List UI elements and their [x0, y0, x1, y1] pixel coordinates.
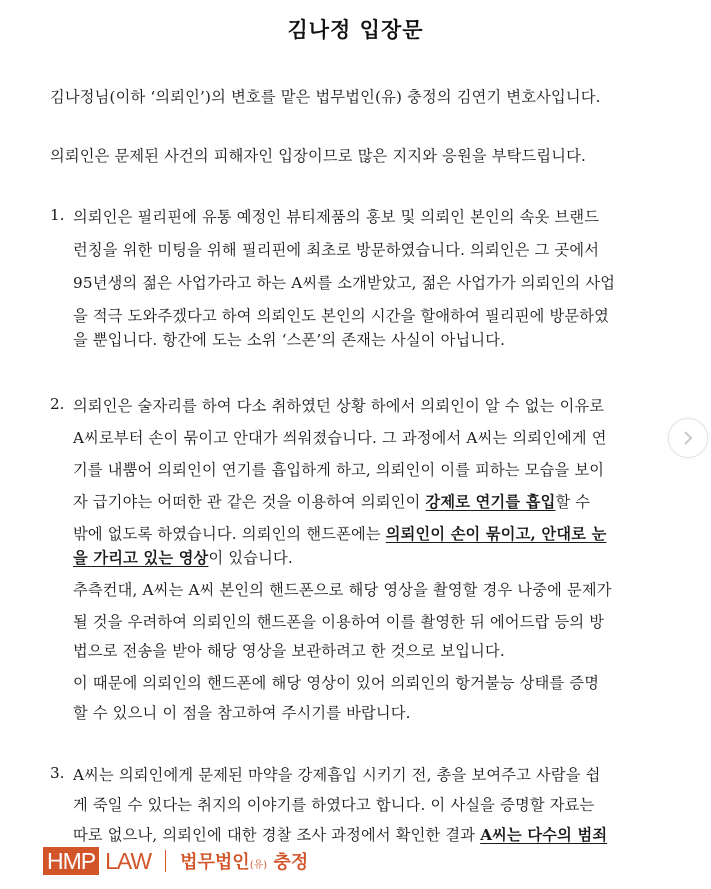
text: 할 수: [555, 493, 591, 511]
firm-logo: [43, 847, 308, 875]
text: 밖에 없도록 하였습니다. 의뢰인의 핸드폰에는: [73, 525, 386, 543]
section-2-line: 추측컨대, A씨는 A씨 본인의 핸드폰으로 해당 영상을 촬영할 경우 나중에 문제가: [73, 581, 612, 599]
section-3-line: 게 죽일 수 있다는 취지의 이야기를 하였다고 합니다. 이 사실을 증명할 자료는: [73, 796, 595, 814]
section-2-line: 기를 내뿜어 의뢰인이 연기를 흡입하게 하고, 의뢰인이 이를 피하는 모습을 보이: [73, 461, 605, 479]
text: 이 있습니다.: [208, 549, 293, 567]
logo-kr-main: 법무법인: [180, 852, 250, 873]
section-number: 3.: [50, 764, 65, 782]
section-2-line: 할 수 있으니 이 점을 참고하여 주시기를 바랍니다.: [73, 704, 411, 722]
section-2-line: 법으로 전송을 받아 해당 영상을 보관하려고 한 것으로 보입니다.: [73, 642, 505, 660]
logo-law: LAW: [105, 847, 152, 874]
section-1-line: 을 뿐입니다. 항간에 도는 소위 ‘스폰’의 존재는 사실이 아닙니다.: [73, 331, 506, 349]
next-slide-button[interactable]: [668, 418, 708, 458]
section-2-line: A씨로부터 손이 묶이고 안대가 씌워졌습니다. 그 과정에서 A씨는 의뢰인에게 연: [73, 429, 607, 447]
logo-korean-name: [180, 848, 308, 874]
logo-kr-paren: (유): [249, 860, 268, 871]
section-3-line: A씨는 의뢰인에게 문제된 마약을 강제흡입 시키기 전, 총을 보여주고 사람을 쉽: [73, 766, 601, 784]
text: 따로 없으나, 의뢰인에 대한 경찰 조사 과정에서 확인한 결과: [73, 826, 481, 844]
section-number: 1.: [50, 206, 65, 224]
text: 자 급기야는 어떠한 관 같은 것을 이용하여 의뢰인이: [73, 493, 426, 511]
logo-divider: [165, 850, 166, 872]
section-1-line: 95년생의 젊은 사업가라고 하는 A씨를 소개받았고, 젊은 사업가가 의뢰인의 사업: [73, 274, 616, 292]
intro-line: 의뢰인은 문제된 사건의 피해자인 입장이므로 많은 지지와 응원을 부탁드립니다.: [50, 147, 586, 165]
section-2-line: [73, 547, 293, 568]
intro-line: 김나정님(이하 ‘의뢰인’)의 변호를 맡은 법무법인(유) 충정의 김연기 변호사입니다.: [50, 88, 601, 106]
section-2-line: 될 것을 우려하여 의뢰인의 핸드폰을 이용하여 이를 촬영한 뒤 에어드랍 등의 방: [73, 613, 605, 631]
section-1-line: 런칭을 위한 미팅을 위해 필리핀에 최초로 방문하였습니다. 의뢰인은 그 곳에서: [73, 241, 600, 259]
section-3-line: [73, 824, 607, 845]
section-1-line: 의뢰인은 필리핀에 유통 예정인 뷰티제품의 홍보 및 의뢰인 본인의 속옷 브랜드: [73, 208, 600, 226]
section-2-line: 의뢰인은 술자리를 하여 다소 취하였던 상황 하에서 의뢰인이 알 수 없는 이유로: [73, 397, 605, 415]
section-1-line: 을 적극 도와주겠다고 하여 의뢰인도 본인의 시간을 할애하여 필리핀에 방문하였: [73, 307, 609, 325]
section-number: 2.: [50, 395, 65, 413]
chevron-right-icon: [682, 430, 694, 446]
emphasis-text: 의뢰인이 손이 묶이고, 안대로 눈: [385, 525, 607, 543]
page-title: 김나정 입장문: [287, 18, 424, 42]
logo-hmp: HMP: [43, 847, 99, 875]
logo-kr-name: 충정: [273, 852, 309, 873]
section-2-line: [73, 523, 606, 544]
section-2-line: [73, 491, 590, 512]
emphasis-text: A씨는 다수의 범죄: [480, 826, 608, 844]
emphasis-text: 강제로 연기를 흡입: [425, 493, 556, 511]
section-2-line: 이 때문에 의뢰인의 핸드폰에 해당 영상이 있어 의뢰인의 항거불능 상태를 증명: [73, 674, 600, 692]
emphasis-text: 을 가리고 있는 영상: [73, 549, 209, 567]
